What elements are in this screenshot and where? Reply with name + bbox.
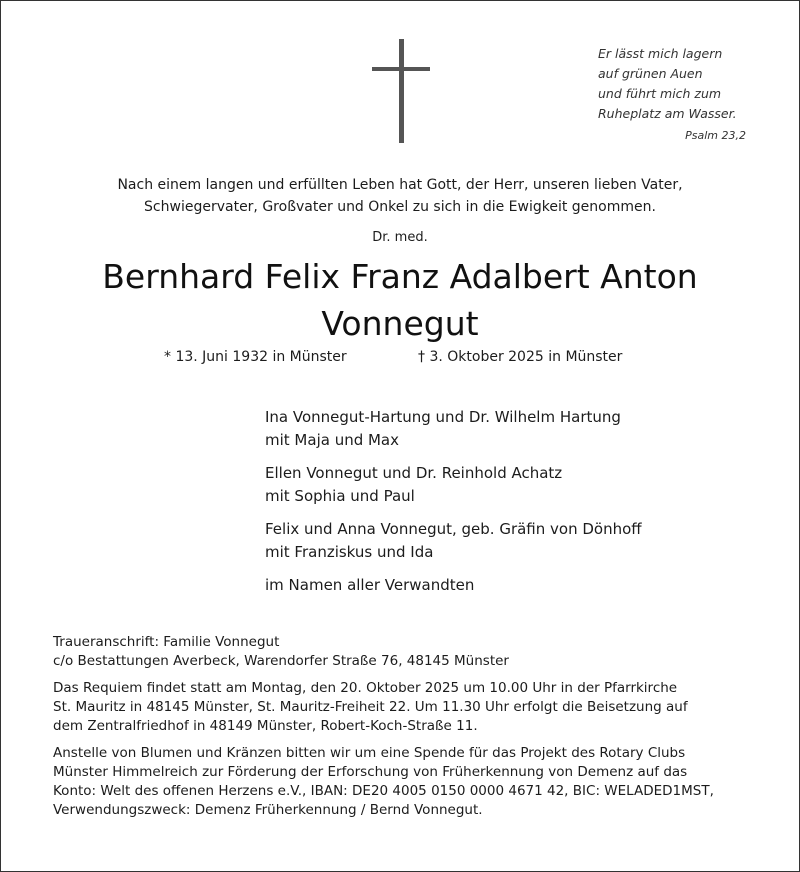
psalm-line: auf grünen Auen	[598, 66, 703, 81]
family-line: Ellen Vonnegut und Dr. Reinhold Achatz	[265, 464, 563, 482]
academic-title: Dr. med.	[372, 230, 428, 245]
intro-line: Schwiegervater, Großvater und Onkel zu sich in die Ewigkeit genommen.	[144, 199, 656, 215]
family-list	[265, 406, 725, 607]
psalm-line: Ruheplatz am Wasser.	[598, 106, 737, 121]
birth-date: * 13. Juni 1932 in Münster	[164, 349, 347, 365]
donation-details	[53, 744, 753, 820]
family-line: Ina Vonnegut-Hartung und Dr. Wilhelm Hartung	[265, 408, 621, 426]
cross-icon	[372, 39, 430, 143]
death-date: † 3. Oktober 2025 in Münster	[418, 349, 623, 365]
name-line-1: Bernhard Felix Franz Adalbert Anton	[102, 257, 698, 296]
info-section	[53, 633, 753, 828]
family-group	[265, 518, 725, 564]
name-line-2: Vonnegut	[321, 304, 479, 343]
info-line: Das Requiem findet statt am Montag, den 20. Oktober 2025 um 10.00 Uhr in der Pfarrkirche	[53, 680, 678, 696]
family-group	[265, 574, 725, 597]
deceased-name	[0, 253, 800, 347]
family-line: mit Maja und Max	[265, 431, 400, 449]
info-line: Verwendungszweck: Demenz Früherkennung / Bernd Vonnegut.	[53, 802, 483, 818]
family-line: mit Franziskus und Ida	[265, 543, 434, 561]
psalm-line: Er lässt mich lagern	[598, 46, 723, 61]
requiem-details	[53, 679, 753, 736]
psalm-line: und führt mich zum	[598, 86, 722, 101]
info-line: Traueranschrift: Familie Vonnegut	[53, 634, 280, 650]
info-line: Anstelle von Blumen und Kränzen bitten wir um eine Spende für das Projekt des Rotary Clubs	[53, 745, 686, 761]
family-line: im Namen aller Verwandten	[265, 576, 475, 594]
psalm-quote	[598, 44, 758, 124]
info-line: Münster Himmelreich zur Förderung der Erforschung von Früherkennung von Demenz auf das	[53, 764, 688, 780]
family-line: Felix und Anna Vonnegut, geb. Gräfin von Dönhoff	[265, 520, 642, 538]
info-line: Konto: Welt des offenen Herzens e.V., IBAN: DE20 4005 0150 0000 4671 42, BIC: WELADED1MST,	[53, 783, 714, 799]
family-group	[265, 462, 725, 508]
intro-line: Nach einem langen und erfüllten Leben hat Gott, der Herr, unseren lieben Vater,	[117, 177, 683, 193]
intro-text	[60, 174, 740, 218]
mourning-address	[53, 633, 753, 671]
family-group	[265, 406, 725, 452]
info-line: dem Zentralfriedhof in 48149 Münster, Robert-Koch-Straße 11.	[53, 718, 478, 734]
psalm-reference: Psalm 23,2	[685, 129, 746, 142]
info-line: St. Mauritz in 48145 Münster, St. Mauritz-Freiheit 22. Um 11.30 Uhr erfolgt die Beisetzung auf	[53, 699, 688, 715]
info-line: c/o Bestattungen Averbeck, Warendorfer Straße 76, 48145 Münster	[53, 653, 509, 669]
family-line: mit Sophia und Paul	[265, 487, 415, 505]
